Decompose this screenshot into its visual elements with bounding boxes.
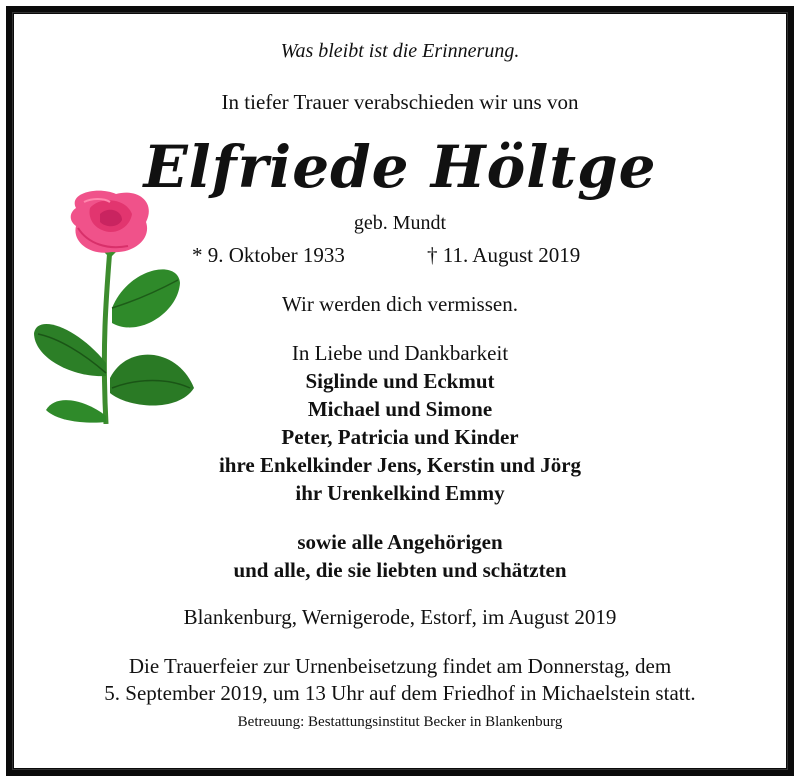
birth-date: * 9. Oktober 1933 (192, 243, 345, 267)
relatives-line: sowie alle Angehörigen (297, 530, 503, 554)
farewell-message: Wir werden dich vermissen. (282, 292, 518, 316)
deceased-name: Elfriede Höltge (143, 133, 657, 201)
ceremony-line: Die Trauerfeier zur Urnenbeisetzung findet am Donnerstag, dem (128, 654, 672, 678)
motto: Was bleibt ist die Erinnerung. (280, 40, 520, 62)
mourner-name: Michael und Simone (307, 397, 493, 421)
place-date: Blankenburg, Wernigerode, Estorf, im August 2019 (183, 605, 617, 629)
ceremony-line: 5. September 2019, um 13 Uhr auf dem Friedhof in Michaelstein statt. (104, 681, 696, 705)
mourner-name: Peter, Patricia und Kinder (281, 425, 519, 449)
mourner-name: Siglinde und Eckmut (305, 369, 495, 393)
death-date: † 11. August 2019 (427, 243, 581, 267)
mourner-name: ihre Enkelkinder Jens, Kerstin und Jörg (218, 453, 582, 477)
closing-line: In Liebe und Dankbarkeit (291, 341, 509, 365)
mourner-name: ihr Urenkelkind Emmy (295, 481, 505, 505)
undertaker-note: Betreuung: Bestattungsinstitut Becker in Blankenburg (237, 714, 563, 730)
intro-text: In tiefer Trauer verabschieden wir uns von (221, 90, 579, 114)
maiden-name: geb. Mundt (353, 212, 447, 234)
relatives-line: und alle, die sie liebten und schätzten (233, 558, 567, 582)
